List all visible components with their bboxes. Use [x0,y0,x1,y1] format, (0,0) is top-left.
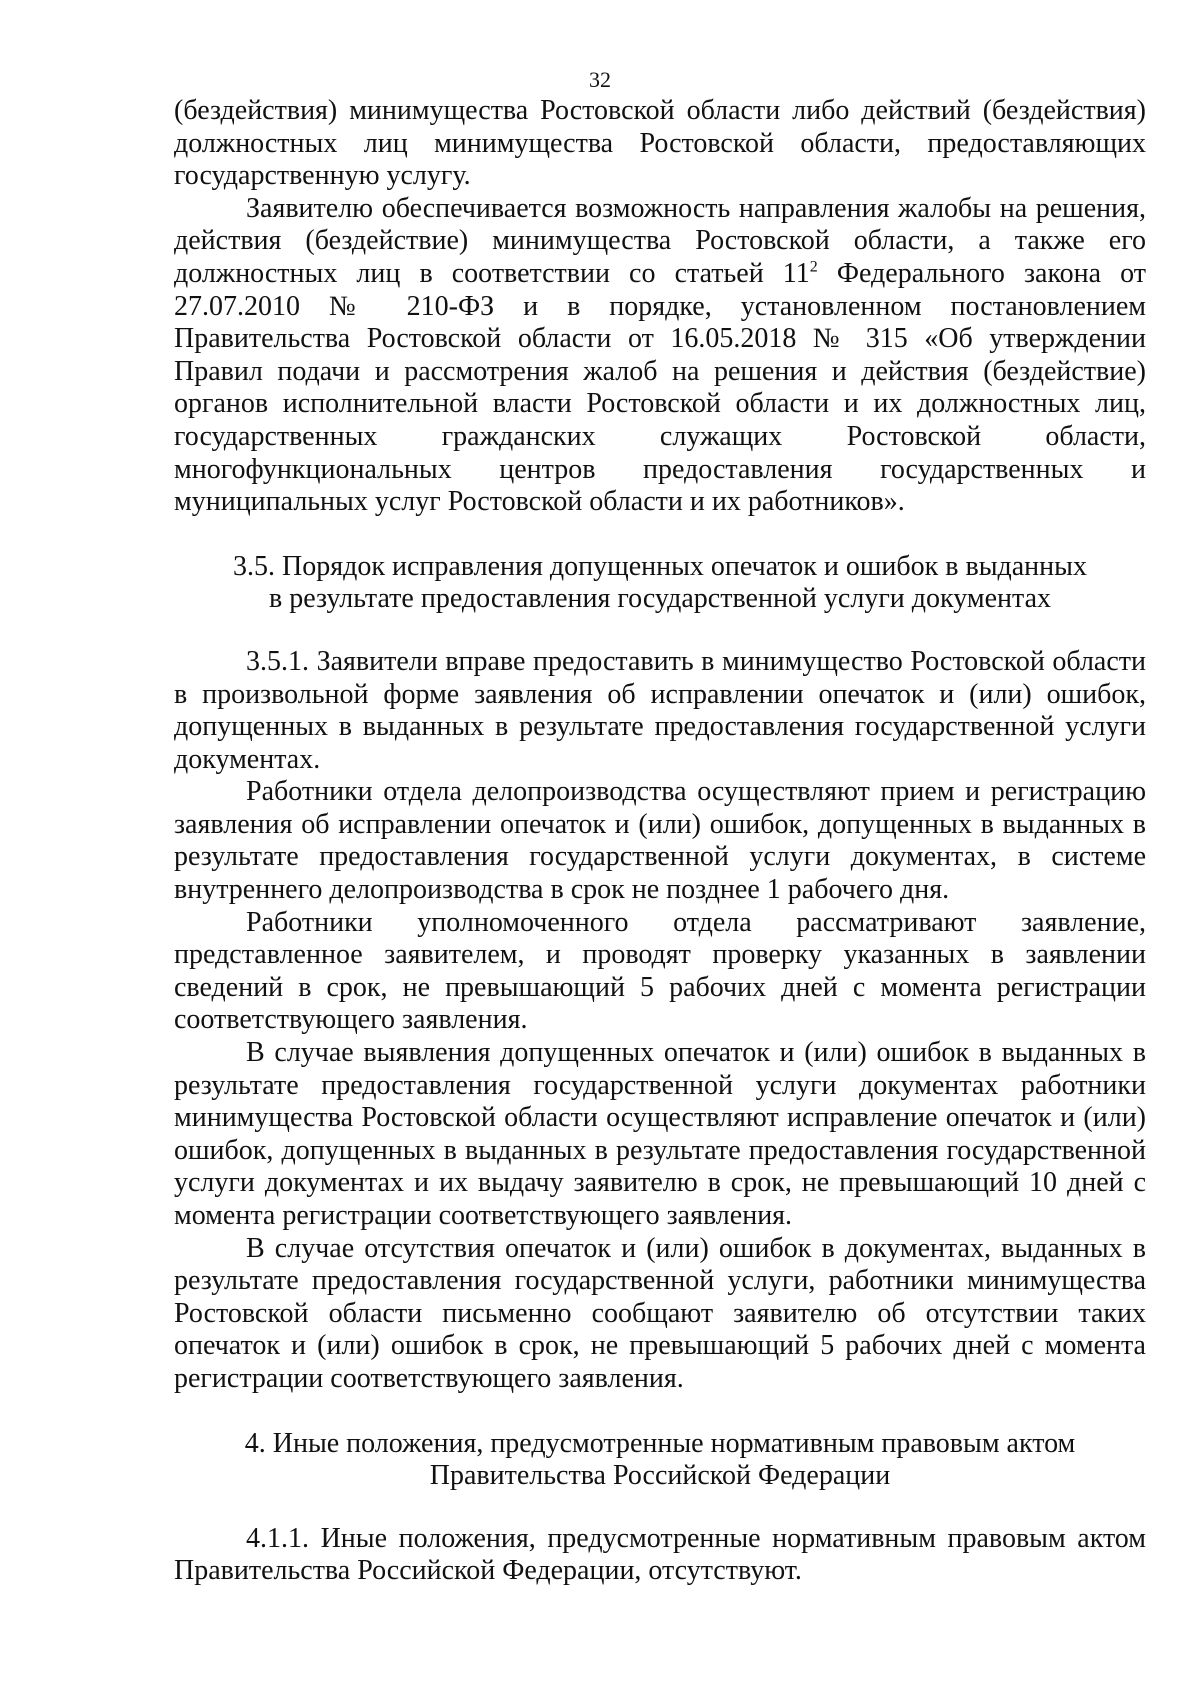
paragraph-complaint-right-text-1: Заявителю обеспечивается возможность направления жалобы на решения, действия (бездействие) минимущества Ростовской области, а также его должностных лиц в соответствии со статьей 11 [174,192,1146,289]
article-superscript: 2 [809,258,818,276]
paragraph-no-errors: В случае отсутствия опечаток и (или) ошибок в документах, выданных в результате предоставления государственной услуги, работники минимущества Ростовской области письменно сообщают заявителю об отсутствии таких опечаток и (или) ошибок в срок, не превышающий 5 рабочих дней с момента регистрации соответствующего заявления. [174,1232,1146,1394]
section-heading-4-line-2: Правительства Российской Федерации [429,1460,891,1492]
spacer [174,1493,1146,1523]
document-body [174,95,1146,1588]
paragraph-3-5-1: 3.5.1. Заявители вправе предоставить в минимущество Ростовской области в произвольной форме заявления об исправлении опечаток и (или) ошибок, допущенных в выданных в результате предоставления государственной услуги документах. [174,645,1146,775]
paragraph-registration: Работники отдела делопроизводства осуществляют прием и регистрацию заявления об исправлении опечаток и (или) ошибок, допущенных в выданных в результате предоставления государственной услуги документах, в системе внутреннего делопроизводства в срок не позднее 1 рабочего дня. [174,776,1146,906]
paragraph-continuation: (бездействия) минимущества Ростовской области либо действий (бездействия) должностных лиц минимущества Ростовской области, предоставляющих государственную услугу. [174,95,1146,192]
section-heading-4-line-1: 4. Иные положения, предусмотренные нормативным правовым актом [244,1427,1076,1459]
spacer [174,519,1146,551]
paragraph-complaint-right [174,193,1146,519]
paragraph-4-1-1: 4.1.1. Иные положения, предусмотренные нормативным правовым актом Правительства Российской Федерации, отсутствуют. [174,1522,1146,1587]
section-heading-4 [174,1428,1146,1493]
paragraph-correction: В случае выявления допущенных опечаток и (или) ошибок в выданных в результате предоставления государственной услуги документах работники минимущества Ростовской области осуществляют исправление опечаток и (или) ошибок, допущенных в выданных в результате предоставления государственной услуги документах и их выдачу заявителю в срок, не превышающий 10 дней с момента регистрации соответствующего заявления. [174,1037,1146,1231]
section-heading-3-5 [174,551,1146,616]
section-heading-3-5-line-1: 3.5. Порядок исправления допущенных опечаток и ошибок в выданных [233,550,1087,582]
paragraph-review: Работники уполномоченного отдела рассматривают заявление, представленное заявителем, и проводят проверку указанных в заявлении сведений в срок, не превышающий 5 рабочих дней с момента регистрации соответствующего заявления. [174,906,1146,1036]
spacer [174,1396,1146,1428]
page-number: 32 [589,67,611,92]
spacer [174,616,1146,646]
section-heading-3-5-line-2: в результате предоставления государственной услуги документах [268,583,1052,615]
paragraph-complaint-right-text-2: Федерального закона от 27.07.2010 № 210-ФЗ и в порядке, установленном постановлением Правительства Ростовской области от 16.05.2018 № 315 «Об утверждении Правил подачи и рассмотрения жалоб на решения и действия (бездействие) органов исполнительной власти Ростовской области и их должностных лиц, государственных гражданских служащих Ростовской области, многофункциональных центров предоставления государственных и муниципальных услуг Ростовской области и их работников». [174,257,1146,518]
